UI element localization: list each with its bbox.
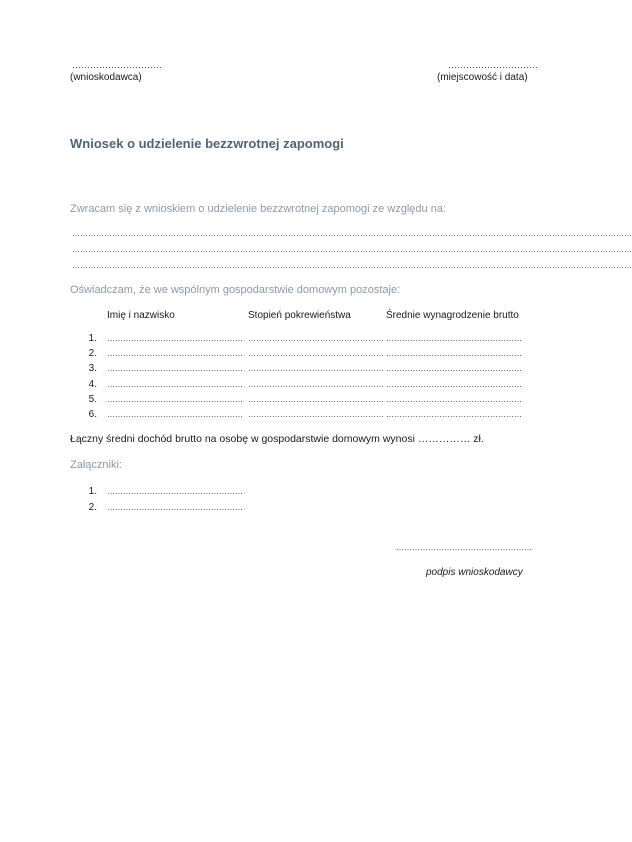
row-number: 1. xyxy=(88,333,97,344)
column-header-name: Imię i nazwisko xyxy=(107,310,175,321)
reason-line-3: ………………………………………………………………………………………………………………………………………………………………………………………… xyxy=(72,261,632,270)
row-relation-field: …………………………………………… xyxy=(248,410,384,419)
row-number: 2. xyxy=(88,348,97,359)
row-salary-field: …………………………………………… xyxy=(386,364,522,373)
row-name-field: …………………………………………… xyxy=(107,380,243,389)
row-salary-field: …………………………………………… xyxy=(386,334,522,343)
column-header-salary: Średnie wynagrodzenie brutto xyxy=(386,310,519,321)
attachment-field: …………………………………………… xyxy=(107,487,243,496)
row-salary-field: …………………………………………… xyxy=(386,395,522,404)
row-name-field: …………………………………………… xyxy=(107,334,243,343)
row-name-field: …………………………………………… xyxy=(107,364,243,373)
row-number: 6. xyxy=(88,409,97,420)
place-date-label: (miejscowość i data) xyxy=(437,72,528,83)
household-statement: Oświadczam, że we wspólnym gospodarstwie domowym pozostaje: xyxy=(70,284,401,296)
row-relation-field: …………………………………………… xyxy=(248,349,384,358)
reason-line-2: ………………………………………………………………………………………………………………………………………………………………………………………… xyxy=(72,245,632,254)
row-relation-field: …………………………………………… xyxy=(248,334,384,343)
row-number: 5. xyxy=(88,394,97,405)
signature-label: podpis wnioskodawcy xyxy=(426,567,523,578)
row-relation-field: …………………………………………… xyxy=(248,395,384,404)
signature-dots: …………………………………………… xyxy=(396,543,532,552)
reason-line-1: ………………………………………………………………………………………………………………………………………………………………………………………… xyxy=(72,229,632,238)
applicant-label: (wnioskodawca) xyxy=(70,72,142,83)
income-statement: Łączny średni dochód brutto na osobę w gospodarstwie domowym wynosi …………… zł. xyxy=(70,433,484,445)
applicant-dots: ………………………… xyxy=(72,60,162,70)
column-header-relation: Stopień pokrewieństwa xyxy=(248,310,351,321)
attachment-field: …………………………………………… xyxy=(107,503,243,512)
row-name-field: …………………………………………… xyxy=(107,395,243,404)
row-salary-field: …………………………………………… xyxy=(386,410,522,419)
place-date-dots: ………………………… xyxy=(448,60,538,70)
row-relation-field: …………………………………………… xyxy=(248,364,384,373)
row-relation-field: …………………………………………… xyxy=(248,380,384,389)
row-salary-field: …………………………………………… xyxy=(386,380,522,389)
row-salary-field: …………………………………………… xyxy=(386,349,522,358)
reason-intro: Zwracam się z wnioskiem o udzielenie bezzwrotnej zapomogi ze względu na: xyxy=(70,203,447,215)
attachment-number: 2. xyxy=(88,502,97,513)
row-name-field: …………………………………………… xyxy=(107,349,243,358)
page-title: Wniosek o udzielenie bezzwrotnej zapomogi xyxy=(70,136,344,151)
row-name-field: …………………………………………… xyxy=(107,410,243,419)
row-number: 4. xyxy=(88,379,97,390)
attachment-number: 1. xyxy=(88,486,97,497)
attachments-label: Załączniki: xyxy=(70,459,122,471)
row-number: 3. xyxy=(88,363,97,374)
